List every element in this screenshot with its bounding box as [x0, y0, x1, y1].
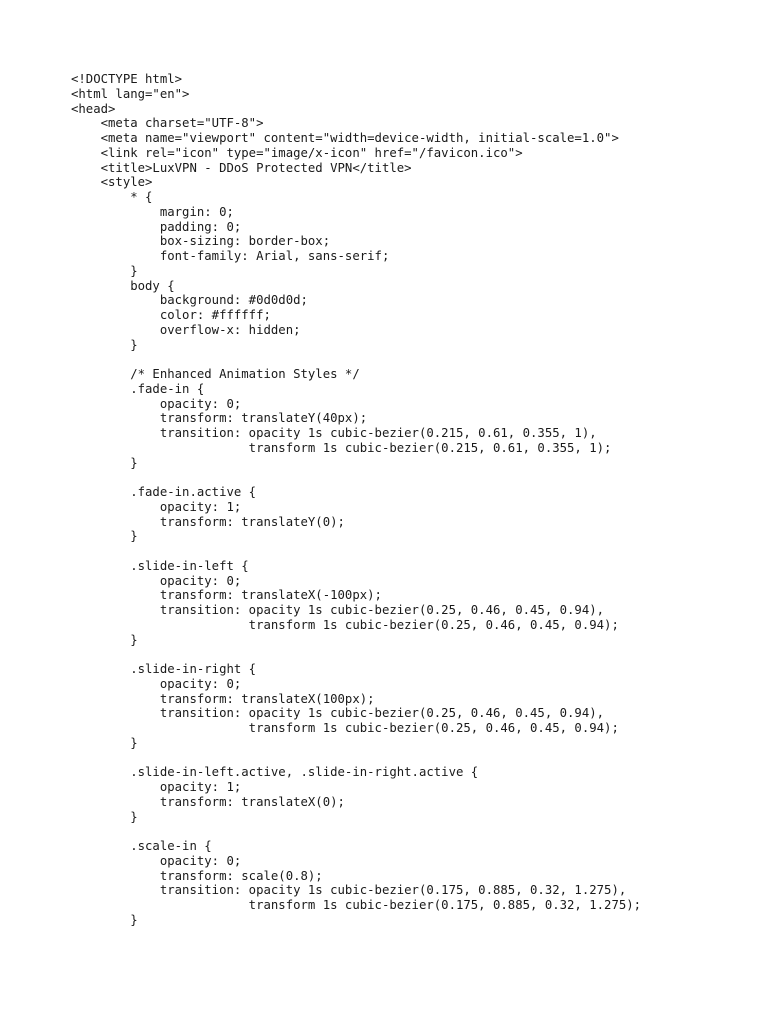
code-line: .slide-in-left.active, .slide-in-right.active {	[71, 765, 479, 780]
code-line: color: #ffffff;	[71, 308, 271, 322]
code-line: transition: opacity 1s cubic-bezier(0.25, 0.46, 0.45, 0.94),	[71, 603, 605, 617]
code-line: opacity: 0;	[71, 853, 242, 868]
code-line: * {	[71, 190, 153, 204]
code-line: transform: translateX(-100px);	[71, 588, 382, 603]
code-line: .fade-in.active {	[71, 485, 257, 499]
code-line: transform: translateX(100px);	[71, 691, 375, 706]
code-line: opacity: 1;	[71, 499, 242, 514]
code-line: <head>	[71, 101, 116, 116]
code-line: }	[71, 337, 138, 352]
code-line: transform: translateX(0);	[71, 794, 345, 809]
code-line: <link rel="icon" type="image/x-icon" href="/favicon.ico">	[71, 145, 523, 160]
code-line: opacity: 1;	[71, 780, 242, 794]
code-line: padding: 0;	[71, 219, 242, 234]
code-line: <style>	[71, 175, 153, 190]
code-line: <title>LuxVPN - DDoS Protected VPN</title>	[71, 160, 412, 175]
code-line: overflow-x: hidden;	[71, 322, 301, 337]
code-line: .scale-in {	[71, 839, 212, 853]
code-line: transition: opacity 1s cubic-bezier(0.25, 0.46, 0.45, 0.94),	[71, 706, 605, 721]
code-line	[71, 470, 641, 485]
code-line: }	[71, 455, 138, 470]
code-listing	[71, 72, 641, 928]
code-line: }	[71, 632, 138, 647]
code-line: .slide-in-left {	[71, 558, 249, 573]
code-line: transform 1s cubic-bezier(0.25, 0.46, 0.45, 0.94);	[71, 617, 619, 632]
code-line: }	[71, 529, 138, 544]
code-line: }	[71, 263, 138, 278]
code-line: font-family: Arial, sans-serif;	[71, 249, 390, 263]
code-line: transform 1s cubic-bezier(0.25, 0.46, 0.45, 0.94);	[71, 721, 619, 735]
code-line: }	[71, 809, 138, 824]
code-line: transform 1s cubic-bezier(0.215, 0.61, 0.355, 1);	[71, 440, 612, 455]
code-line: }	[71, 735, 138, 750]
code-line: .slide-in-right {	[71, 662, 257, 676]
code-line	[71, 647, 641, 662]
code-line: opacity: 0;	[71, 676, 242, 691]
code-line: <meta charset="UTF-8">	[71, 116, 264, 131]
code-line: transform: translateY(0);	[71, 514, 345, 529]
code-line	[71, 352, 641, 367]
code-line: box-sizing: border-box;	[71, 234, 331, 249]
code-line	[71, 544, 641, 559]
code-line: .fade-in {	[71, 381, 205, 396]
code-line: <meta name="viewport" content="width=device-width, initial-scale=1.0">	[71, 131, 619, 145]
code-line	[71, 824, 641, 839]
code-line: background: #0d0d0d;	[71, 293, 308, 308]
code-line: body {	[71, 278, 175, 293]
code-line: transition: opacity 1s cubic-bezier(0.175, 0.885, 0.32, 1.275),	[71, 883, 627, 898]
code-line: opacity: 0;	[71, 396, 242, 411]
code-line: <html lang="en">	[71, 86, 190, 101]
code-line: transform: translateY(40px);	[71, 411, 368, 426]
code-line: margin: 0;	[71, 204, 234, 219]
code-line: <!DOCTYPE html>	[71, 72, 183, 86]
code-line: transition: opacity 1s cubic-bezier(0.215, 0.61, 0.355, 1),	[71, 426, 597, 440]
code-line	[71, 751, 641, 766]
code-line: opacity: 0;	[71, 573, 242, 588]
code-line: transform: scale(0.8);	[71, 868, 323, 883]
code-line: }	[71, 912, 138, 927]
code-line: /* Enhanced Animation Styles */	[71, 367, 360, 381]
code-line: transform 1s cubic-bezier(0.175, 0.885, 0.32, 1.275);	[71, 898, 642, 912]
